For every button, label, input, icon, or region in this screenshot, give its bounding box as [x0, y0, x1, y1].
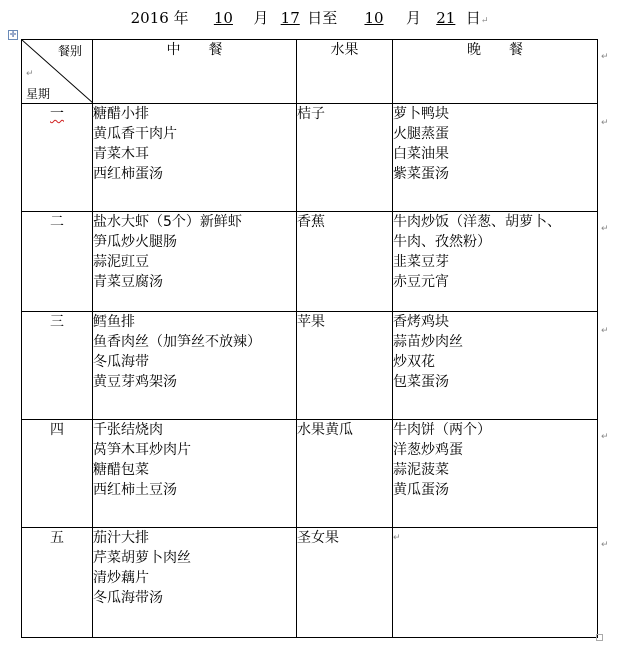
lunch-item: 西红柿蛋汤 — [93, 166, 163, 182]
lunch-item: 芹菜胡萝卜肉丝 — [93, 550, 191, 566]
title-month-end: 10 — [364, 9, 384, 27]
dinner-item: 火腿蒸蛋 — [393, 126, 449, 142]
dinner-item: 白菜油果 — [393, 146, 449, 162]
fruit-item: 水果黄瓜 — [297, 422, 353, 438]
title-day-end: 21 — [436, 9, 456, 27]
title-day-start: 17 — [280, 9, 300, 27]
title-year-label: 年 — [173, 9, 189, 27]
dinner-item: 香烤鸡块 — [393, 314, 449, 330]
fruit-cell — [297, 212, 393, 312]
day-cell — [22, 528, 93, 638]
title-day-to-label: 日至 — [307, 9, 338, 27]
lunch-cell — [93, 212, 297, 312]
fruit-item: 桔子 — [297, 106, 325, 122]
day-cell — [22, 104, 93, 212]
dinner-item: 蒜苗炒肉丝 — [393, 334, 463, 350]
day-label: 二 — [50, 214, 64, 230]
dinner-cell — [393, 312, 598, 420]
table-row — [22, 528, 598, 638]
lunch-item: 鳕鱼排 — [93, 314, 135, 330]
lunch-item: 黄瓜香干肉片 — [93, 126, 177, 142]
lunch-item: 鱼香肉丝（加笋丝不放辣） — [93, 334, 261, 350]
title-month-start: 10 — [213, 9, 233, 27]
paragraph-mark-icon: ↵ — [480, 16, 489, 26]
lunch-cell — [93, 420, 297, 528]
title-month-label-start: 月 — [253, 9, 269, 27]
weekly-menu-table — [21, 39, 598, 638]
title-year: 2016 — [130, 9, 169, 27]
dinner-item: 韭菜豆芽 — [393, 254, 449, 270]
fruit-cell — [297, 312, 393, 420]
title-day-label-end: 日 — [465, 9, 481, 27]
dinner-item: 赤豆元宵 — [393, 274, 449, 290]
lunch-item: 西红柿土豆汤 — [93, 482, 177, 498]
dinner-cell — [393, 104, 598, 212]
paragraph-mark-icon: ↵ — [601, 326, 609, 336]
dinner-item: 牛肉炒饭（洋葱、胡萝卜、 — [393, 214, 561, 230]
table-row — [22, 420, 598, 528]
dinner-cell — [393, 528, 598, 638]
dinner-cell — [393, 420, 598, 528]
dinner-item: 牛肉、孜然粉） — [393, 234, 491, 250]
header-dinner: 晚 餐 — [393, 40, 598, 104]
day-label: 三 — [50, 314, 64, 330]
lunch-item: 千张结烧肉 — [93, 422, 163, 438]
dinner-item: 炒双花 — [393, 354, 435, 370]
lunch-item: 盐水大虾（5个）新鲜虾 — [93, 214, 242, 230]
lunch-item: 青菜豆腐汤 — [93, 274, 163, 290]
table-resize-handle[interactable] — [596, 634, 603, 641]
title-month-label-end: 月 — [406, 9, 422, 27]
paragraph-mark-icon: ↵ — [601, 52, 609, 62]
dinner-item: 牛肉饼（两个） — [393, 422, 491, 438]
dinner-item: 紫菜蛋汤 — [393, 166, 449, 182]
lunch-item: 莴笋木耳炒肉片 — [93, 442, 191, 458]
table-row — [22, 212, 598, 312]
lunch-item: 青菜木耳 — [93, 146, 149, 162]
day-label: 四 — [50, 422, 64, 438]
day-label: 一 — [50, 106, 64, 122]
move-cross-icon[interactable]: ✛ — [9, 30, 17, 39]
lunch-cell — [93, 104, 297, 212]
dinner-item: 萝卜鸭块 — [393, 106, 449, 122]
lunch-cell — [93, 528, 297, 638]
fruit-item: 圣女果 — [297, 530, 339, 546]
table-row — [22, 312, 598, 420]
fruit-cell — [297, 420, 393, 528]
lunch-item: 笋瓜炒火腿肠 — [93, 234, 177, 250]
dinner-item: 洋葱炒鸡蛋 — [393, 442, 463, 458]
fruit-item: 苹果 — [297, 314, 325, 330]
corner-cell — [22, 40, 93, 104]
dinner-item: 蒜泥菠菜 — [393, 462, 449, 478]
header-lunch: 中 餐 — [93, 40, 297, 104]
paragraph-mark-icon: ↵ — [601, 224, 609, 234]
lunch-cell — [93, 312, 297, 420]
fruit-cell — [297, 528, 393, 638]
day-cell — [22, 420, 93, 528]
lunch-item: 清炒藕片 — [93, 570, 149, 586]
menu-title — [0, 8, 619, 31]
lunch-item: 冬瓜海带 — [93, 354, 149, 370]
dinner-cell — [393, 212, 598, 312]
paragraph-mark-icon: ↵ — [601, 432, 609, 442]
table-row — [22, 104, 598, 212]
day-cell — [22, 312, 93, 420]
paragraph-mark-icon: ↵ — [26, 69, 34, 79]
lunch-item: 糖醋包菜 — [93, 462, 149, 478]
header-fruit: 水果 — [297, 40, 393, 104]
lunch-item: 糖醋小排 — [93, 106, 149, 122]
day-cell — [22, 212, 93, 312]
fruit-cell — [297, 104, 393, 212]
corner-label-meal: 餐别 — [57, 44, 82, 58]
table-header-row — [22, 40, 598, 104]
lunch-item: 茄汁大排 — [93, 530, 149, 546]
paragraph-mark-icon: ↵ — [601, 540, 609, 550]
fruit-item: 香蕉 — [297, 214, 325, 230]
paragraph-mark-icon: ↵ — [393, 533, 401, 543]
paragraph-mark-icon: ↵ — [601, 118, 609, 128]
dinner-item: 包菜蛋汤 — [393, 374, 449, 390]
dinner-item: 黄瓜蛋汤 — [393, 482, 449, 498]
lunch-item: 蒜泥豇豆 — [93, 254, 149, 270]
lunch-item: 黄豆芽鸡架汤 — [93, 374, 177, 390]
day-label: 五 — [50, 530, 64, 546]
corner-label-weekday: 星期 — [26, 87, 51, 101]
lunch-item: 冬瓜海带汤 — [93, 590, 163, 606]
